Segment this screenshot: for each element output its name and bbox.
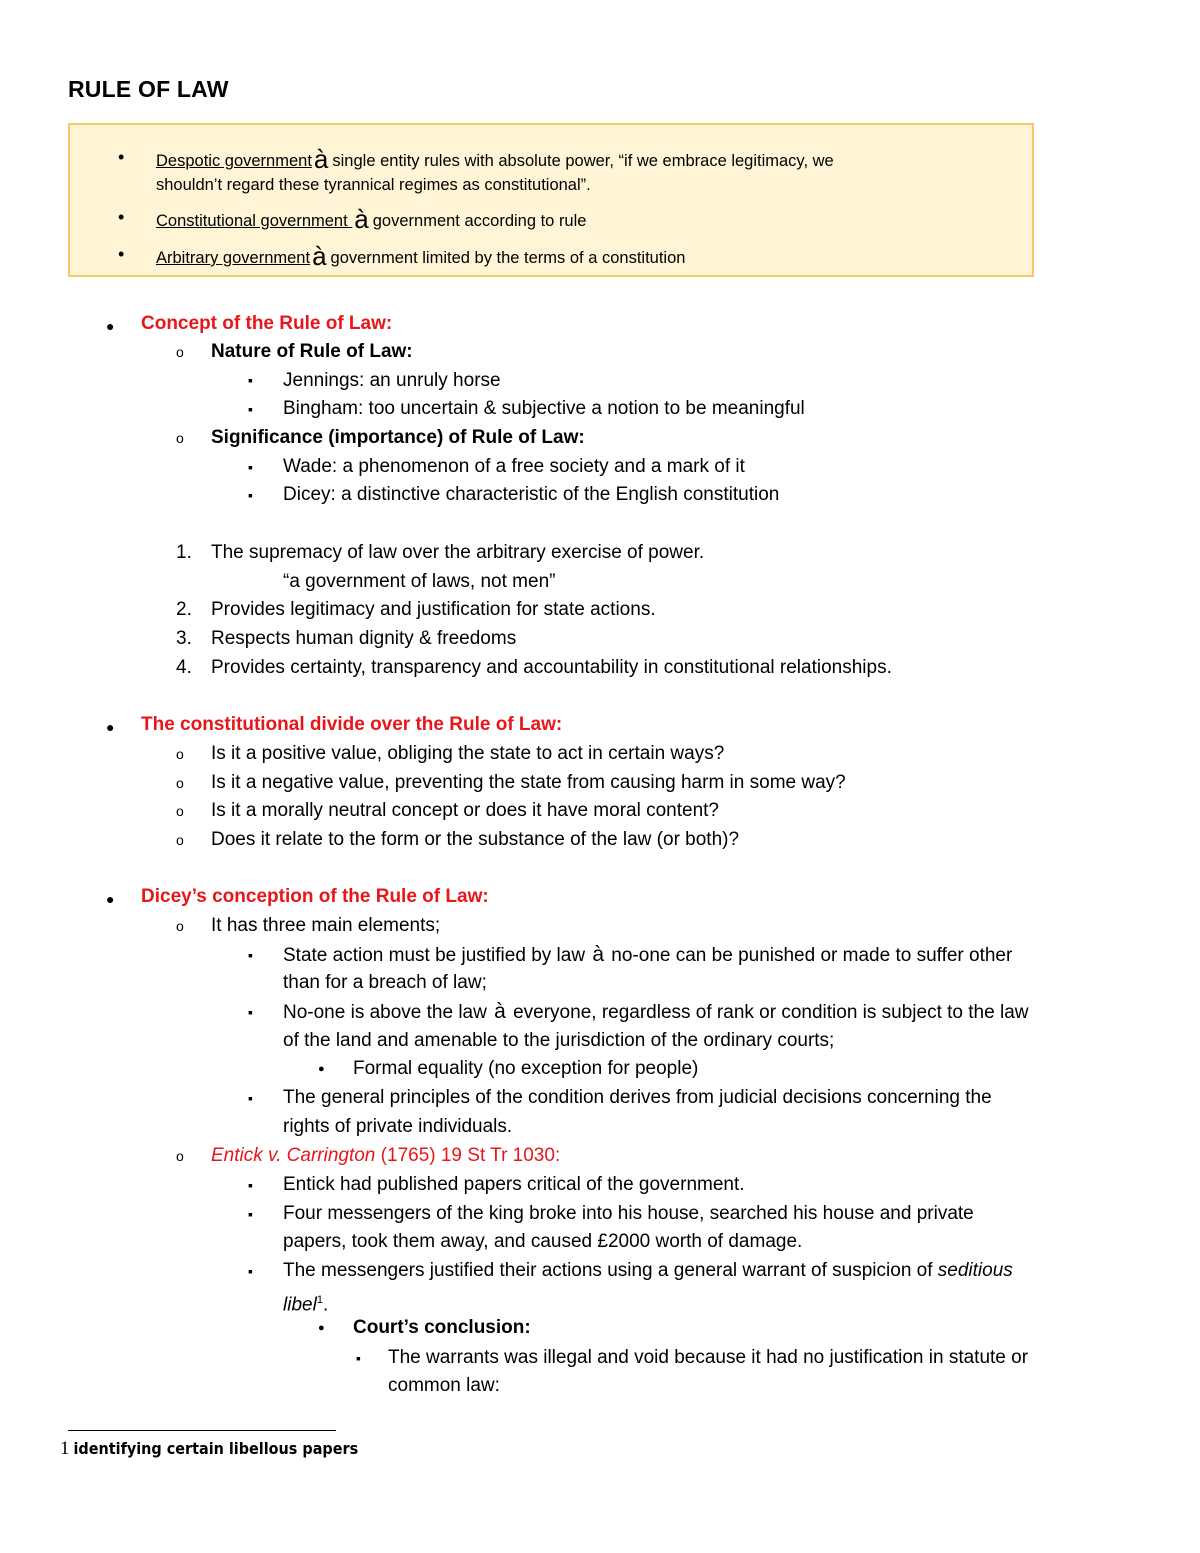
definition-term: Arbitrary government	[156, 249, 311, 267]
circle-bullet-icon: o	[176, 803, 184, 819]
list-item: State action must be justified by law à no-one can be punished or made to suffer other	[283, 943, 1013, 966]
footnote	[60, 1438, 358, 1460]
list-number: 4.	[176, 657, 192, 678]
case-name: Entick v. Carrington	[211, 1145, 376, 1166]
square-bullet-icon: ▪	[248, 1206, 253, 1222]
footnote-number: 1	[60, 1438, 70, 1459]
square-bullet-icon: ▪	[248, 947, 253, 963]
list-number: 2.	[176, 599, 192, 620]
list-item-continuation: than for a breach of law;	[283, 972, 487, 993]
footnote-separator	[68, 1430, 336, 1431]
square-bullet-icon: ▪	[248, 401, 253, 417]
square-bullet-icon: ▪	[248, 459, 253, 475]
circle-bullet-icon: o	[176, 1148, 184, 1164]
list-item: The messengers justified their actions using a general warrant of suspicion of seditious	[283, 1260, 1013, 1281]
section-heading-divide: The constitutional divide over the Rule of Law:	[141, 714, 563, 735]
definition-term: Despotic government	[156, 152, 312, 170]
definition-term: Constitutional government	[156, 212, 353, 230]
list-item: Is it a negative value, preventing the state from causing harm in some way?	[211, 772, 846, 793]
list-item: Four messengers of the king broke into his house, searched his house and private	[283, 1203, 974, 1224]
list-item: Dicey: a distinctive characteristic of the English constitution	[283, 484, 780, 505]
bullet-icon: •	[118, 207, 125, 227]
bullet-icon: ●	[318, 1322, 325, 1334]
numbered-item: Provides legitimacy and justification for state actions.	[211, 599, 656, 620]
circle-bullet-icon: o	[176, 344, 184, 360]
quote-line: “a government of laws, not men”	[283, 571, 556, 592]
list-item: It has three main elements;	[211, 915, 441, 936]
bullet-icon: •	[118, 147, 125, 167]
square-bullet-icon: ▪	[248, 372, 253, 388]
arrow-icon: à	[312, 241, 327, 271]
case-citation: Entick v. Carrington (1765) 19 St Tr 1030:	[211, 1145, 561, 1166]
list-item-continuation: papers, took them away, and caused £2000 worth of damage.	[283, 1231, 803, 1252]
list-item: Wade: a phenomenon of a free society and a mark of it	[283, 456, 745, 477]
footnote-text: identifying certain libellous papers	[73, 1439, 359, 1458]
list-number: 1.	[176, 542, 192, 563]
arrow-icon: à	[592, 943, 605, 966]
section-heading-dicey: Dicey’s conception of the Rule of Law:	[141, 886, 489, 907]
square-bullet-icon: ▪	[248, 1263, 253, 1279]
list-item: No-one is above the law à everyone, regardless of rank or condition is subject to the law	[283, 1000, 1029, 1023]
subheading-nature: Nature of Rule of Law:	[211, 341, 413, 362]
arrow-icon: à	[354, 204, 369, 234]
list-item: The general principles of the condition derives from judicial decisions concerning the	[283, 1087, 992, 1108]
list-item-continuation: libel$^1$.	[283, 1294, 329, 1316]
list-item: Is it a morally neutral concept or does it have moral content?	[211, 800, 719, 821]
page-title: RULE OF LAW	[68, 76, 229, 102]
list-item-continuation: rights of private individuals.	[283, 1116, 513, 1137]
definitions-box	[68, 123, 1034, 277]
bullet-icon: •	[118, 244, 125, 264]
numbered-item: Provides certainty, transparency and accountability in constitutional relationships.	[211, 657, 892, 678]
list-item-continuation: of the land and amenable to the jurisdiction of the ordinary courts;	[283, 1030, 835, 1051]
circle-bullet-icon: o	[176, 832, 184, 848]
bullet-icon: ●	[106, 719, 115, 735]
square-bullet-icon: ▪	[248, 1177, 253, 1193]
list-item: Formal equality (no exception for people)	[353, 1058, 699, 1079]
bullet-icon: ●	[318, 1063, 325, 1075]
bullet-icon: ●	[106, 318, 115, 334]
list-item: Jennings: an unruly horse	[283, 370, 501, 391]
definition-text: government limited by the terms of a constitution	[330, 249, 686, 267]
list-item: Does it relate to the form or the substance of the law (or both)?	[211, 829, 740, 850]
definition-text: government according to rule	[372, 212, 587, 230]
arrow-icon: à	[313, 144, 329, 174]
arrow-icon: à	[494, 1000, 506, 1023]
square-bullet-icon: ▪	[248, 487, 253, 503]
definition-text: shouldn’t regard these tyrannical regimes as constitutional”.	[156, 176, 591, 194]
subheading-significance: Significance (importance) of Rule of Law:	[211, 427, 585, 448]
definition-text: single entity rules with absolute power, “if we embrace legitimacy, we	[332, 152, 834, 170]
list-item: The warrants was illegal and void because it had no justification in statute or	[388, 1347, 1029, 1368]
list-item: Bingham: too uncertain & subjective a notion to be meaningful	[283, 398, 805, 419]
list-number: 3.	[176, 628, 192, 649]
numbered-item: The supremacy of law over the arbitrary exercise of power.	[211, 542, 705, 563]
list-item-continuation: common law:	[388, 1375, 500, 1396]
circle-bullet-icon: o	[176, 775, 184, 791]
square-bullet-icon: ▪	[356, 1350, 361, 1366]
circle-bullet-icon: o	[176, 430, 184, 446]
section-heading-concept: Concept of the Rule of Law:	[141, 313, 393, 334]
numbered-item: Respects human dignity & freedoms	[211, 628, 517, 649]
square-bullet-icon: ▪	[248, 1004, 253, 1020]
list-item: Is it a positive value, obliging the state to act in certain ways?	[211, 743, 725, 764]
circle-bullet-icon: o	[176, 918, 184, 934]
circle-bullet-icon: o	[176, 746, 184, 762]
square-bullet-icon: ▪	[248, 1090, 253, 1106]
bullet-icon: ●	[106, 891, 115, 907]
footnote-reference[interactable]: 1	[316, 1294, 323, 1306]
list-item: Entick had published papers critical of the government.	[283, 1174, 745, 1195]
subheading-conclusion: Court’s conclusion:	[353, 1317, 531, 1338]
